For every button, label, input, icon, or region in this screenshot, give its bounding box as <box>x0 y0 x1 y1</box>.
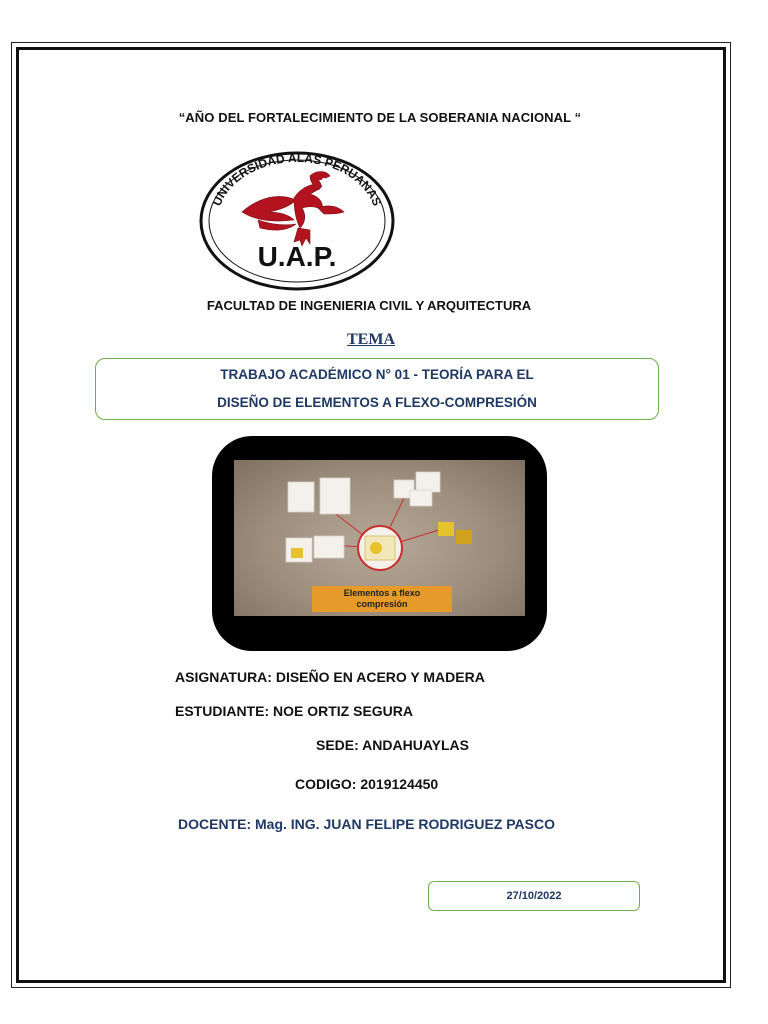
estudiante: ESTUDIANTE: NOE ORTIZ SEGURA <box>175 703 414 719</box>
asignatura: ASIGNATURA: DISEÑO EN ACERO Y MADERA <box>175 669 485 685</box>
faculty-name: FACULTAD DE INGENIERIA CIVIL Y ARQUITECTURA <box>206 298 532 313</box>
thumbnail-banner-line1: Elementos a flexo <box>343 588 421 598</box>
tema-heading: TEMA <box>347 331 395 348</box>
presentation-thumbnail <box>234 460 525 616</box>
codigo: CODIGO: 2019124450 <box>295 776 439 792</box>
date-text: 27/10/2022 <box>506 890 562 902</box>
logo-acronym: U.A.P. <box>257 241 337 272</box>
university-logo <box>198 150 396 292</box>
sede: SEDE: ANDAHUAYLAS <box>316 737 469 753</box>
thumbnail-banner-line2: compresión <box>356 599 408 609</box>
logo-ring-text: UNIVERSIDAD ALAS PERUANAS <box>209 150 385 208</box>
topic-line-2: DISEÑO DE ELEMENTOS A FLEXO-COMPRESIÓN <box>217 395 537 410</box>
docente: DOCENTE: Mag. ING. JUAN FELIPE RODRIGUEZ PASCO <box>178 816 555 832</box>
year-title: “AÑO DEL FORTALECIMIENTO DE LA SOBERANIA NACIONAL “ <box>178 110 582 125</box>
topic-line-1: TRABAJO ACADÉMICO N° 01 - TEORÍA PARA EL <box>220 367 534 382</box>
